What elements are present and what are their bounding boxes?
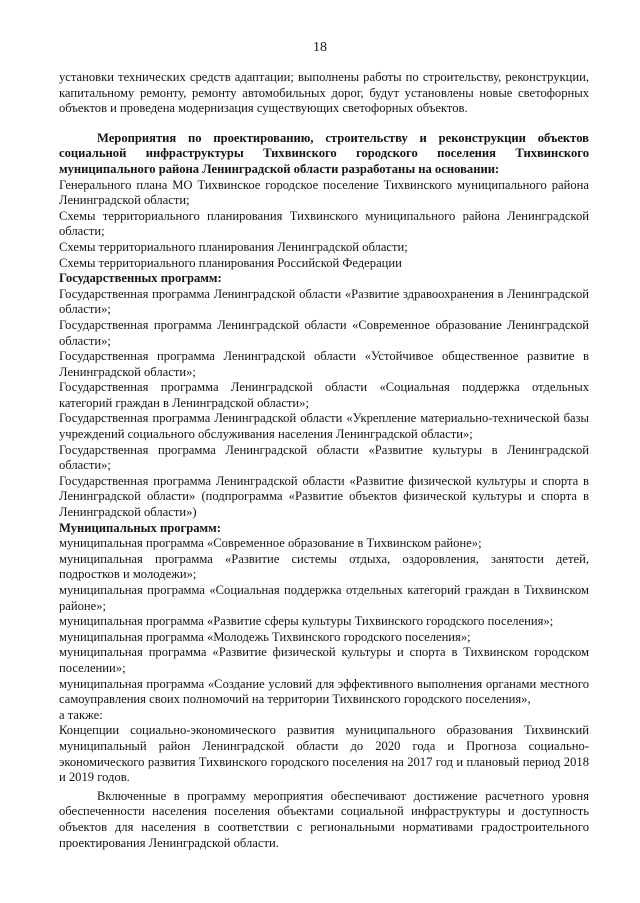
basis-item: Схемы территориального планирования Тихвинского муниципального района Ленинградской области; (59, 208, 589, 239)
state-program-item: Государственная программа Ленинградской области «Современное образование Ленинградской области»; (59, 317, 589, 348)
state-program-item: Государственная программа Ленинградской области «Социальная поддержка отдельных категорий граждан в Ленинградской области»; (59, 380, 589, 410)
state-program-item: Государственная программа Ленинградской области «Развитие здравоохранения в Ленинградской области»; (59, 286, 589, 317)
page-number: 18 (313, 40, 327, 55)
municipal-program-item: муниципальная программа «Современное образование в Тихвинском районе»; (59, 536, 482, 551)
state-program-item: Государственная программа Ленинградской области «Устойчивое общественное развитие в Ленинградской области»; (59, 349, 589, 379)
municipal-program-item: муниципальная программа «Развитие сферы культуры Тихвинского городского поселения»; (59, 614, 554, 629)
intro-paragraph: установки технических средств адаптации; выполнены работы по строительству, реконструкции, капитальному ремонту, ремонту автомобильных дорог, будут установлены новые светофорных объектов и проведена модернизация существующих светофорных объектов. (59, 70, 589, 116)
municipal-program-item: муниципальная программа «Социальная поддержка отдельных категорий граждан в Тихвинском районе»; (59, 583, 589, 613)
state-program-item: Государственная программа Ленинградской области «Укрепление материально-технической базы учреждений социального обслуживания населения Ленинградской области»; (59, 411, 589, 442)
section-lead: Мероприятия по проектированию, строительству и реконструкции объектов социальной инфраструктуры Тихвинского городского поселения Тихвинского муниципального района Ленинградской области разработаны на основании: (59, 130, 589, 176)
state-program-item: Государственная программа Ленинградской области «Развитие культуры в Ленинградской области»; (59, 442, 589, 473)
municipal-programs-heading: Муниципальных программ: (59, 520, 221, 535)
also-label: а также: (59, 707, 103, 722)
concept-paragraph: Концепции социально-экономического развития муниципального образования Тихвинский муниципальный район Ленинградской области до 2020 года и Прогноза социально-экономического развития Тихвинского городского поселения на 2017 год и плановый период 2018 и 2019 годов. (59, 723, 589, 785)
state-programs-heading: Государственных программ: (59, 271, 222, 286)
document-body (59, 70, 589, 851)
municipal-program-item: муниципальная программа «Создание условий для эффективного выполнения органами местного самоуправления своих полномочий на территории Тихвинского городского поселения», (59, 676, 589, 707)
basis-item: Схемы территориального планирования Российской Федерации (59, 255, 402, 270)
municipal-program-item: муниципальная программа «Молодежь Тихвинского городского поселения»; (59, 629, 471, 644)
basis-item: Генерального плана МО Тихвинское городское поселение Тихвинского муниципального района Ленинградской области; (59, 177, 589, 208)
state-program-item: Государственная программа Ленинградской области «Развитие физической культуры и спорта в Ленинградской области» (подпрограмма «Развитие объектов физической культуры и спорта в Ленинградской области») (59, 473, 589, 520)
basis-item: Схемы территориального планирования Ленинградской области; (59, 239, 408, 254)
municipal-program-item: муниципальная программа «Развитие физической культуры и спорта в Тихвинском городском поселении»; (59, 645, 589, 675)
municipal-program-item: муниципальная программа «Развитие системы отдыха, оздоровления, занятости детей, подростков и молодежи»; (59, 551, 589, 582)
final-paragraph: Включенные в программу мероприятия обеспечивают достижение расчетного уровня обеспеченности населения поселения объектами социальной инфраструктуры и доступность объектов для населения в соответствии с региональными нормативами градостроительного проектирования Ленинградской области. (59, 788, 589, 850)
